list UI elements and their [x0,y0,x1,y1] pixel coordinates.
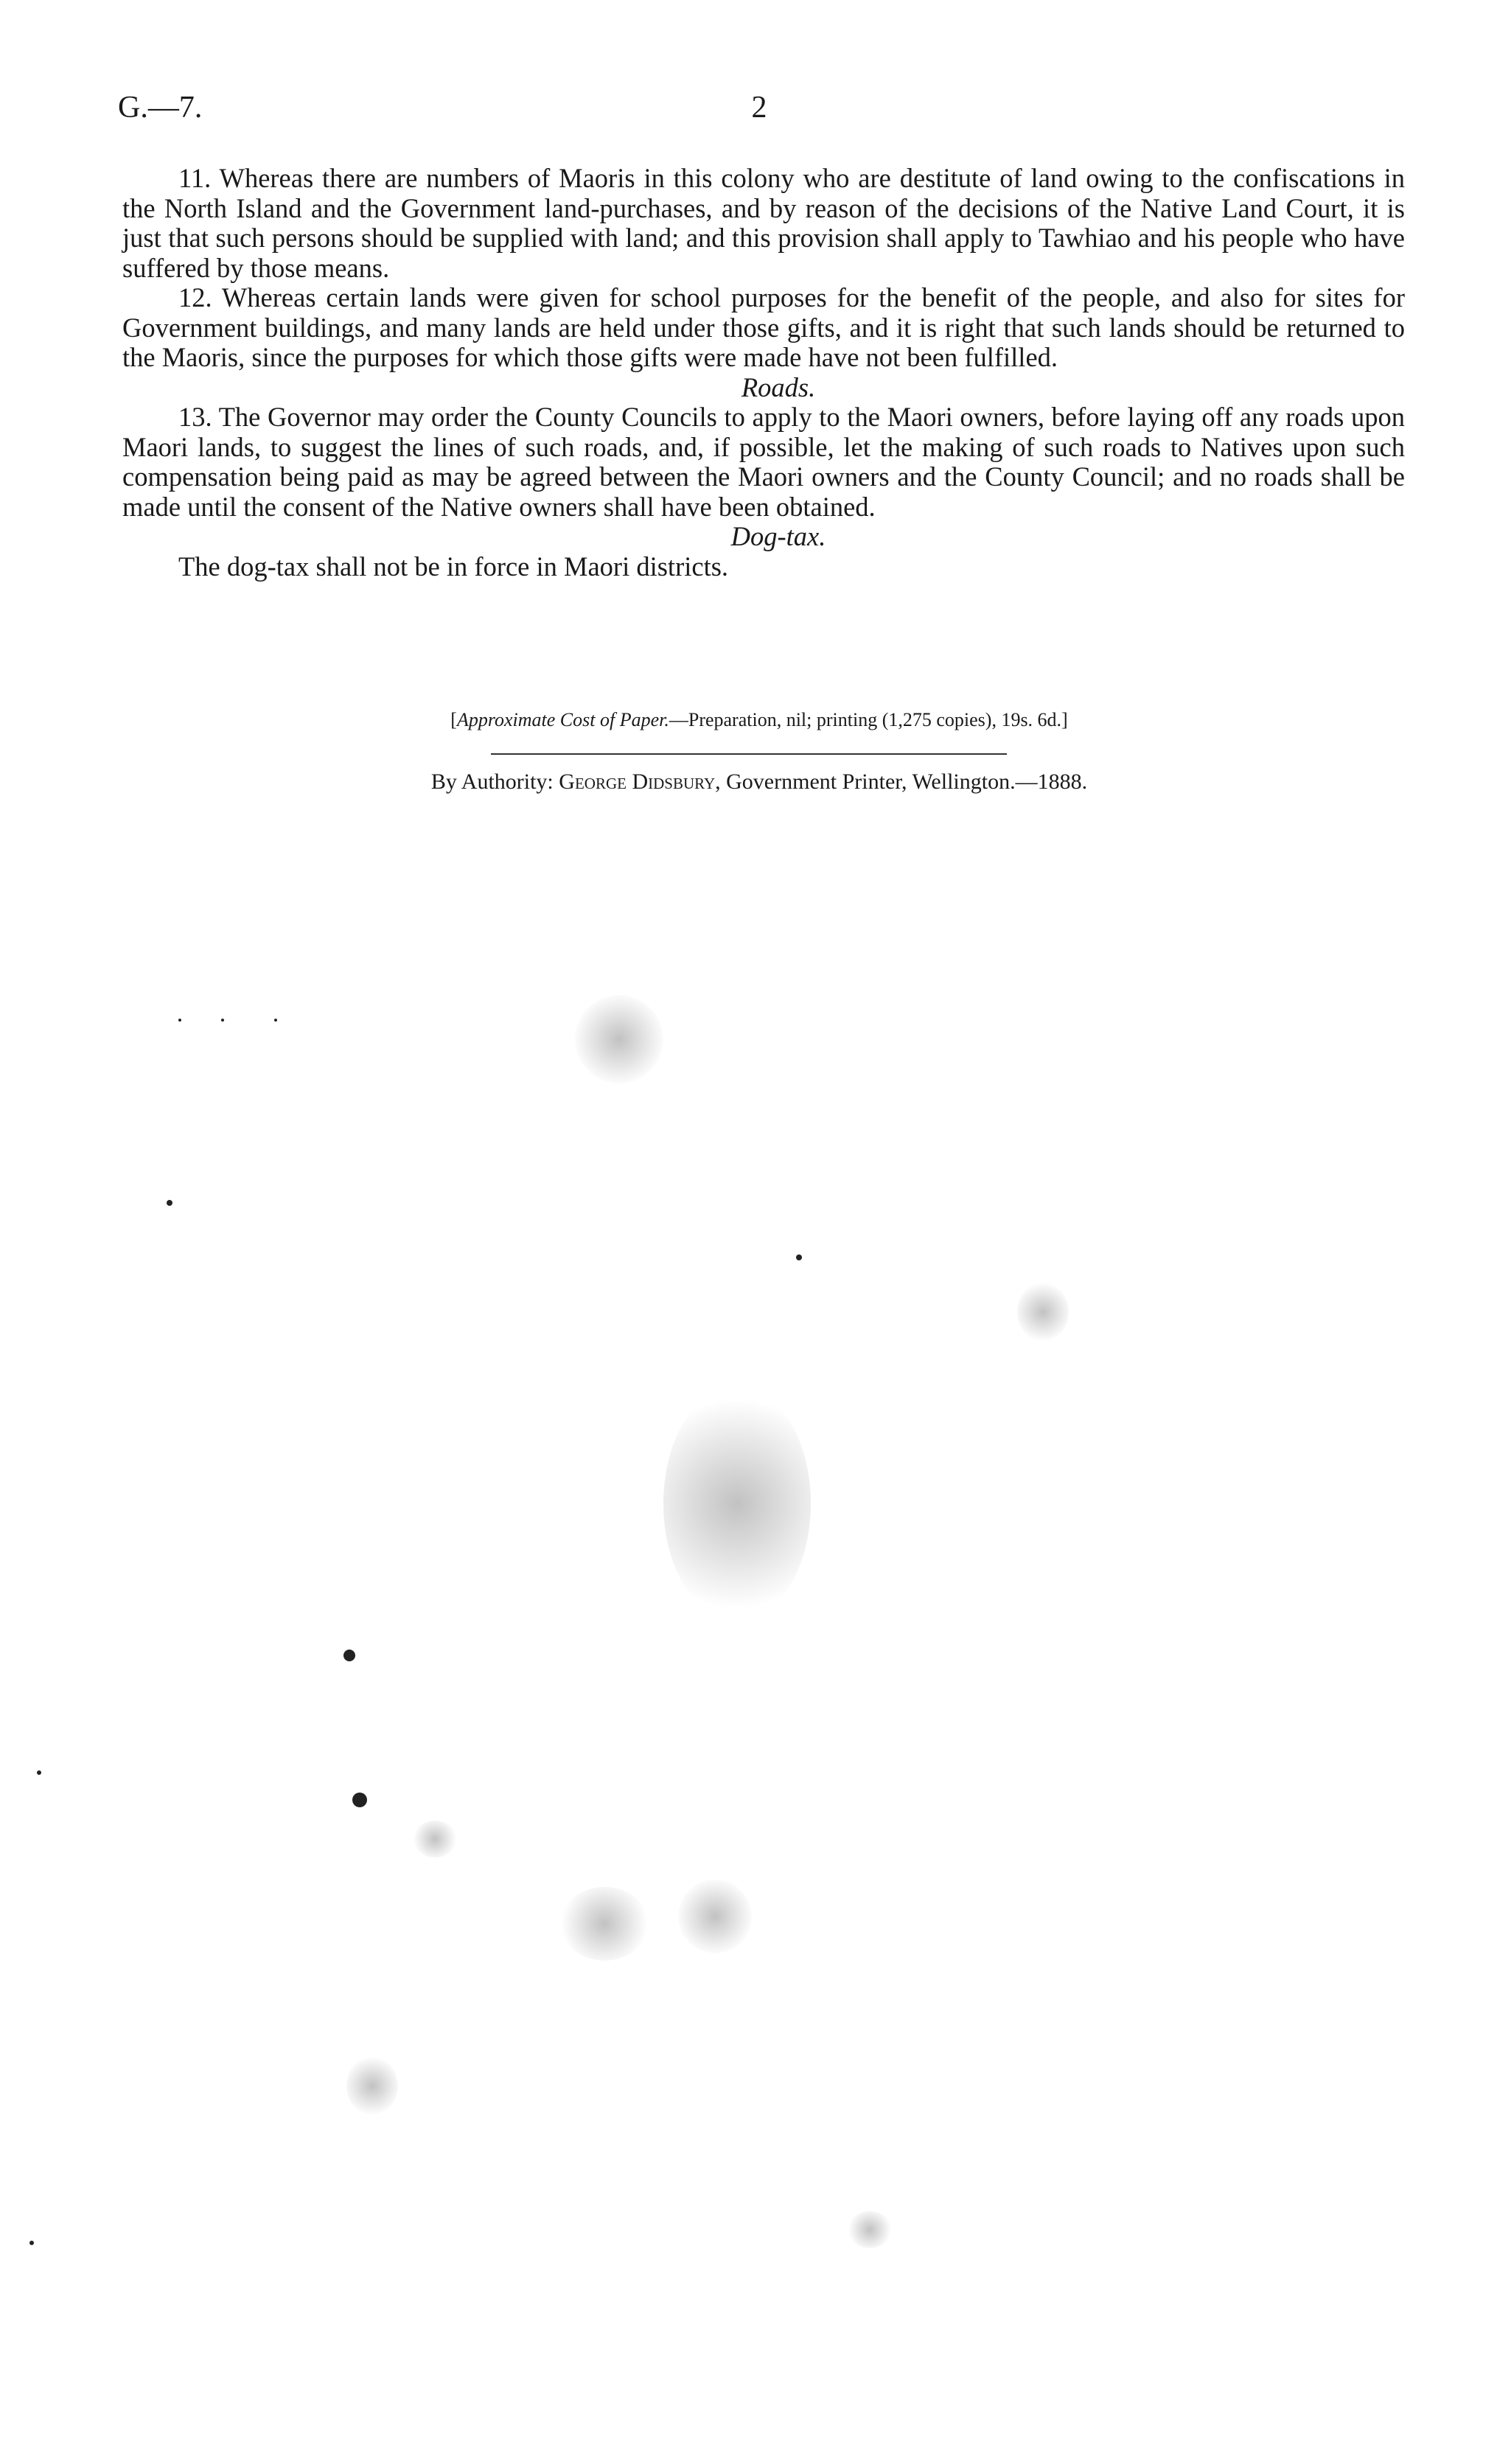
scan-stain [663,1386,811,1622]
scan-speck [167,1200,172,1206]
paragraph-13: 13. The Governor may order the County Councils to apply to the Maori owners, before laying off any roads upon Maori lands, to suggest the lines of such roads, and, if possible, let the making of such roads to Natives upon such compensation being paid as may be agreed between the Maori owners and the County Council; and no roads shall be made until the consent of the Native owners shall have been obtained. [122,402,1405,522]
cost-note-label: Approximate Cost of Paper. [456,709,669,730]
scan-speck [37,1770,41,1775]
scan-speck [343,1650,355,1661]
paragraph-dog-tax: The dog-tax shall not be in force in Maori districts. [178,551,729,582]
cost-note-detail: —Preparation, nil; printing (1,275 copies), 19s. 6d.] [669,709,1068,730]
scan-stain [560,1887,649,1961]
section-heading-dog-tax: Dog-tax. [730,521,826,551]
page-header [118,90,1400,134]
scan-stain [413,1821,457,1857]
printer-imprint [118,769,1400,795]
scan-stain [848,2211,892,2248]
scan-speck [29,2241,34,2245]
scan-stain [346,2056,398,2115]
body-text [122,164,1405,582]
cost-note [118,709,1400,731]
scan-stain [678,1880,752,1953]
scan-speck [178,1019,181,1022]
paragraph-12: 12. Whereas certain lands were given for school purposes for the benefit of the people, and also for sites for Government buildings, and many lands are held under those gifts, and it is right that such lands should be returned to the Maoris, since the purposes for which those gifts were made have not been fulfilled. [122,282,1405,372]
imprint-prefix: By Authority: [430,769,559,794]
scan-stain [575,995,663,1083]
scan-stain [1017,1282,1069,1341]
imprint-suffix: , Government Printer, Wellington.—1888. [715,769,1088,794]
paragraph-11: 11. Whereas there are numbers of Maoris in this colony who are destitute of land owing to the confiscations in the North Island and the Government land-purchases, and by reason of the decisions of the Native Land Court, it is just that such persons should be supplied with land; and this provision shall apply to Tawhiao and his people who have suffered by those means. [122,163,1405,283]
cost-note-open: [ [450,709,457,730]
page-number: 2 [751,91,767,125]
document-reference: G.—7. [118,91,203,125]
scan-speck [221,1019,224,1022]
scan-speck [352,1793,367,1807]
section-heading-roads: Roads. [741,371,816,402]
divider-rule [491,753,1007,755]
printer-name: George Didsbury [559,769,716,794]
scan-speck [274,1019,277,1022]
scan-speck [796,1254,802,1260]
